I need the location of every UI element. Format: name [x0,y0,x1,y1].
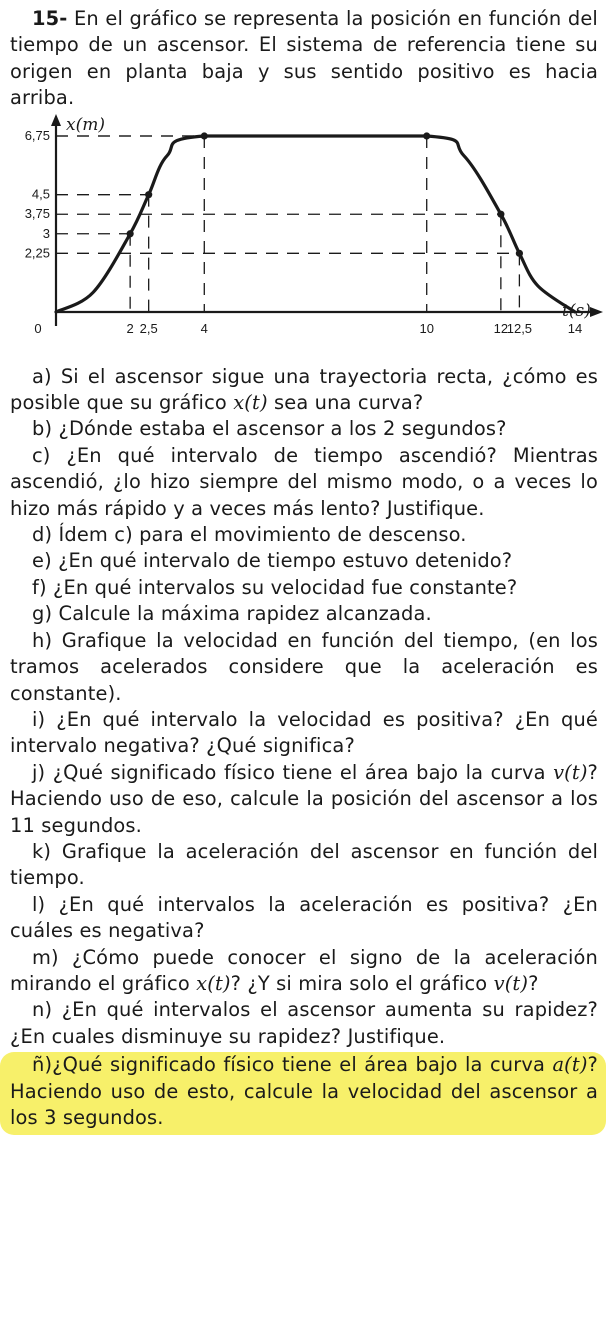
question-i [0,707,606,760]
question-b [0,416,606,442]
question-i-label: i) [32,707,46,731]
question-a-text-end: sea una curva? [267,391,424,415]
chart-points [127,132,523,257]
x-tick-label-3: 4 [200,320,208,336]
question-m-label: m) [32,945,59,969]
data-point-2 [201,132,208,139]
question-m-function-x: x(t) [196,971,231,995]
question-j-text-end: ? Haciendo uso de eso, calcule la posición del ascensor a los 11 segundos. [10,760,598,837]
chart-ticks [25,128,583,336]
y-tick-label-1: 2,25 [24,244,50,260]
question-m-text-mid: ? ¿Y si mira solo el gráfico [230,971,494,995]
x-tick-label-0: 0 [34,320,42,336]
y-tick-label-4: 4,5 [31,186,50,202]
chart-guides [56,136,519,312]
question-m-text: ¿Cómo puede conocer el signo de la aceleración mirando el gráfico [10,945,598,995]
question-j-text: ¿Qué significado físico tiene el área bajo la curva [45,760,554,784]
x-tick-label-2: 2,5 [139,320,158,336]
question-d [0,522,606,548]
question-b-text: ¿Dónde estaba el ascensor a los 2 segundos? [52,417,507,441]
question-a [0,364,606,417]
question-m-text-end: ? [528,971,539,995]
y-axis-label: x(m) [66,114,105,135]
x-axis-label: t(s) [562,300,591,321]
y-tick-label-5: 6,75 [24,127,50,143]
data-point-1 [145,191,152,198]
problem-intro [0,6,606,112]
question-f-text: ¿En qué intervalos su velocidad fue constante? [46,575,518,599]
question-j-function: v(t) [553,760,588,784]
data-point-3 [423,132,430,139]
question-n [0,997,606,1050]
question-d-text: Ídem c) para el movimiento de descenso. [52,523,467,547]
x-axis-arrow [590,307,603,317]
question-n-text: ¿En qué intervalos el ascensor aumenta su rapidez? ¿En cuales disminuye su rapidez? Justifique. [10,998,598,1048]
question-h-text: Grafique la velocidad en función del tiempo, (en los tramos acelerados considere que la aceleración es constante). [10,628,598,705]
chart-axes [51,114,603,326]
question-enie-text: ¿Qué significado físico tiene el área bajo la curva [52,1053,553,1077]
x-tick-label-7: 14 [567,320,583,336]
question-l-text: ¿En qué intervalos la aceleración es positiva? ¿En cuáles es negativa? [10,892,598,943]
question-c-label: c) [32,443,51,467]
question-enie-text-end: ? Haciendo uso de esto, calcule la velocidad del ascensor a los 3 segundos. [10,1053,598,1129]
x-tick-label-5: 12 [493,320,509,336]
data-point-4 [497,210,504,217]
problem-intro-text: En el gráfico se representa la posición en función del tiempo de un ascensor. El sistema de referencia tiene su origen en planta baja y sus sentido positivo es hacia arriba. [10,7,598,110]
question-enie [0,1052,606,1131]
question-k [0,839,606,892]
data-point-5 [516,249,523,256]
question-a-label: a) [32,364,52,388]
question-e [0,548,606,574]
position-curve [56,136,575,312]
x-tick-label-6: 12,5 [506,320,533,336]
question-a-function: x(t) [233,391,268,415]
data-point-0 [127,230,134,237]
question-j-label: j) [32,760,46,784]
question-g [0,601,606,627]
question-m [0,945,606,998]
question-n-label: n) [32,998,53,1022]
position-time-chart [0,112,606,364]
question-enie-function: a(t) [552,1053,588,1077]
question-e-label: e) [32,549,52,573]
question-i-text: ¿En qué intervalo la velocidad es positiva? ¿En qué intervalo negativa? ¿Qué significa? [10,707,598,758]
question-h [0,628,606,707]
question-c-text: ¿En qué intervalo de tiempo ascendió? Mientras ascendió, ¿lo hizo siempre del mismo modo, o a veces lo hizo más rápido y a veces más lento? Justifique. [10,443,598,520]
x-tick-label-1: 2 [126,320,134,336]
question-j [0,760,606,839]
question-m-function-v: v(t) [493,971,529,995]
question-f-label: f) [32,575,47,599]
question-l [0,892,606,945]
question-c [0,443,606,522]
problem-number: 15- [32,7,68,30]
question-l-label: l) [32,892,46,916]
question-e-text: ¿En qué intervalo de tiempo estuvo detenido? [51,549,513,573]
question-g-text: Calcule la máxima rapidez alcanzada. [52,602,432,626]
question-g-label: g) [32,602,53,626]
question-a-text: Si el ascensor sigue una trayectoria recta, ¿cómo es posible que su gráfico [10,364,598,415]
y-tick-label-2: 3 [42,225,50,241]
question-f [0,575,606,601]
question-d-label: d) [32,523,53,547]
highlighted-question [0,1052,606,1135]
y-tick-label-3: 3,75 [24,205,50,221]
x-tick-label-4: 10 [419,320,434,336]
y-axis-arrow [51,114,61,126]
question-k-text: Grafique la aceleración del ascensor en función del tiempo. [10,839,598,890]
question-enie-label: ñ) [32,1053,53,1077]
question-k-label: k) [32,839,52,863]
question-h-label: h) [32,628,53,652]
question-b-label: b) [32,417,53,441]
